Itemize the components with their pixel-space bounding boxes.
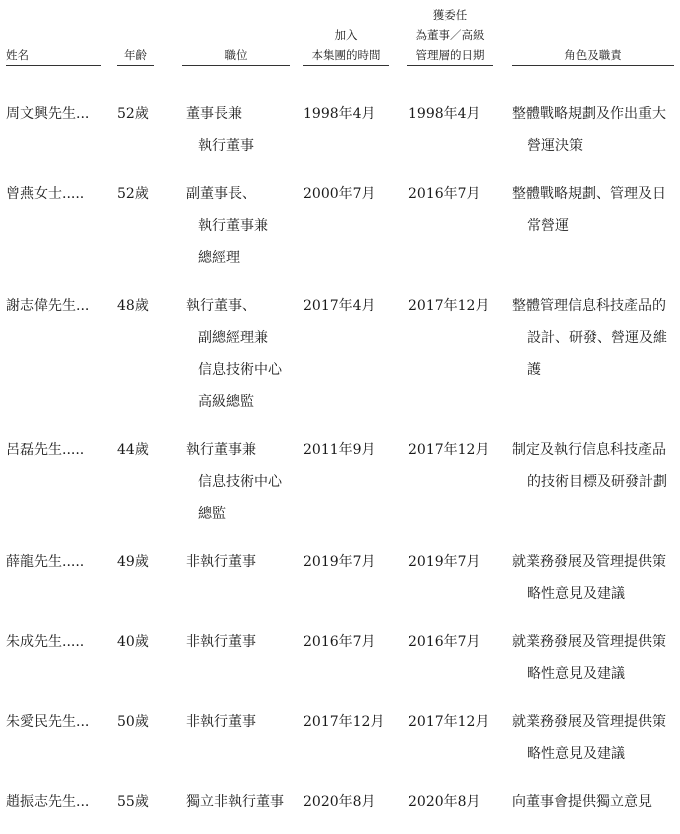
role-line: 整體戰略規劃、管理及日 xyxy=(512,186,666,202)
role-line: 就業務發展及管理提供策 xyxy=(512,554,666,570)
role-line: 略性意見及建議 xyxy=(527,746,625,762)
header-name xyxy=(6,45,101,66)
director-role xyxy=(512,434,672,498)
appointment-date: 2017年12月 xyxy=(408,298,490,314)
header-join-date-line-2: 本集團的時間 xyxy=(311,48,381,62)
role-line: 護 xyxy=(527,362,541,378)
position-line: 獨立非執行董事 xyxy=(186,794,284,810)
director-position xyxy=(186,786,284,818)
header-appointment-line-2: 為董事／高級 xyxy=(415,28,485,42)
header-join-date-line-1: 加入 xyxy=(334,28,358,42)
position-line: 執行董事兼 xyxy=(198,218,268,234)
director-age: 55歲 xyxy=(117,794,149,810)
director-role xyxy=(512,626,672,690)
position-line: 執行董事兼 xyxy=(186,442,256,458)
table-row xyxy=(0,290,680,434)
director-name: 趙振志先生... xyxy=(6,794,90,810)
director-name: 曾燕女士..... xyxy=(6,186,85,202)
director-name: 朱愛民先生... xyxy=(6,714,90,730)
director-position xyxy=(186,546,256,578)
role-line: 整體管理信息科技產品的 xyxy=(512,298,666,314)
appointment-date: 2016年7月 xyxy=(408,634,481,650)
position-line: 非執行董事 xyxy=(186,554,256,570)
role-line: 制定及執行信息科技產品 xyxy=(512,442,666,458)
table-body xyxy=(0,98,680,834)
position-line: 非執行董事 xyxy=(186,634,256,650)
role-line: 就業務發展及管理提供策 xyxy=(512,634,666,650)
table-header xyxy=(0,0,680,72)
director-role xyxy=(512,290,672,386)
position-line: 執行董事 xyxy=(198,138,254,154)
director-age: 50歲 xyxy=(117,714,149,730)
director-age: 52歲 xyxy=(117,186,149,202)
header-position xyxy=(182,45,290,66)
position-line: 總監 xyxy=(198,506,226,522)
join-date: 1998年4月 xyxy=(303,106,376,122)
director-position xyxy=(186,98,254,162)
appointment-date: 2017年12月 xyxy=(408,714,490,730)
header-appointment-date xyxy=(407,5,493,66)
header-position-line: 職位 xyxy=(224,48,248,62)
appointment-date: 2020年8月 xyxy=(408,794,481,810)
join-date: 2016年7月 xyxy=(303,634,376,650)
position-line: 執行董事、 xyxy=(186,298,256,314)
table-row xyxy=(0,626,680,706)
position-line: 董事長兼 xyxy=(186,106,242,122)
position-line: 信息技術中心 xyxy=(198,474,282,490)
director-role xyxy=(512,178,672,242)
director-position xyxy=(186,290,282,418)
role-line: 的技術目標及研發計劃 xyxy=(527,474,667,490)
header-age xyxy=(117,45,154,66)
header-appointment-line-3: 管理層的日期 xyxy=(415,48,485,62)
header-join-date xyxy=(303,25,389,66)
director-role xyxy=(512,706,672,770)
table-row xyxy=(0,178,680,290)
join-date: 2000年7月 xyxy=(303,186,376,202)
table-row xyxy=(0,706,680,786)
director-role xyxy=(512,546,672,610)
header-name-line: 姓名 xyxy=(6,48,29,62)
role-line: 向董事會提供獨立意見 xyxy=(512,794,652,810)
table-row xyxy=(0,434,680,546)
position-line: 總經理 xyxy=(198,250,240,266)
join-date: 2020年8月 xyxy=(303,794,376,810)
role-line: 就業務發展及管理提供策 xyxy=(512,714,666,730)
director-position xyxy=(186,706,256,738)
role-line: 略性意見及建議 xyxy=(527,586,625,602)
director-position xyxy=(186,434,282,530)
director-name: 朱成先生..... xyxy=(6,634,85,650)
director-age: 49歲 xyxy=(117,554,149,570)
director-position xyxy=(186,626,256,658)
director-role xyxy=(512,786,672,818)
table-row xyxy=(0,786,680,834)
position-line: 副總經理兼 xyxy=(198,330,268,346)
join-date: 2019年7月 xyxy=(303,554,376,570)
appointment-date: 2017年12月 xyxy=(408,442,490,458)
join-date: 2017年4月 xyxy=(303,298,376,314)
director-name: 薛龍先生..... xyxy=(6,554,85,570)
role-line: 營運決策 xyxy=(527,138,583,154)
director-name: 謝志偉先生... xyxy=(6,298,90,314)
table-row xyxy=(0,546,680,626)
role-line: 常營運 xyxy=(527,218,569,234)
position-line: 信息技術中心 xyxy=(198,362,282,378)
director-name: 呂磊先生..... xyxy=(6,442,85,458)
appointment-date: 2019年7月 xyxy=(408,554,481,570)
role-line: 整體戰略規劃及作出重大 xyxy=(512,106,666,122)
position-line: 副董事長、 xyxy=(186,186,256,202)
role-line: 略性意見及建議 xyxy=(527,666,625,682)
position-line: 非執行董事 xyxy=(186,714,256,730)
table-row xyxy=(0,98,680,178)
position-line: 高級總監 xyxy=(198,394,254,410)
appointment-date: 1998年4月 xyxy=(408,106,481,122)
director-age: 52歲 xyxy=(117,106,149,122)
header-role-line: 角色及職責 xyxy=(564,48,622,62)
header-age-line: 年齡 xyxy=(124,48,147,62)
join-date: 2017年12月 xyxy=(303,714,385,730)
header-appointment-line-1: 獲委任 xyxy=(432,8,468,22)
director-age: 48歲 xyxy=(117,298,149,314)
director-role xyxy=(512,98,672,162)
role-line: 設計、研發、營運及維 xyxy=(527,330,667,346)
director-name: 周文興先生... xyxy=(6,106,90,122)
join-date: 2011年9月 xyxy=(303,442,376,458)
appointment-date: 2016年7月 xyxy=(408,186,481,202)
director-age: 44歲 xyxy=(117,442,149,458)
header-role xyxy=(512,45,674,66)
director-position xyxy=(186,178,268,274)
director-age: 40歲 xyxy=(117,634,149,650)
